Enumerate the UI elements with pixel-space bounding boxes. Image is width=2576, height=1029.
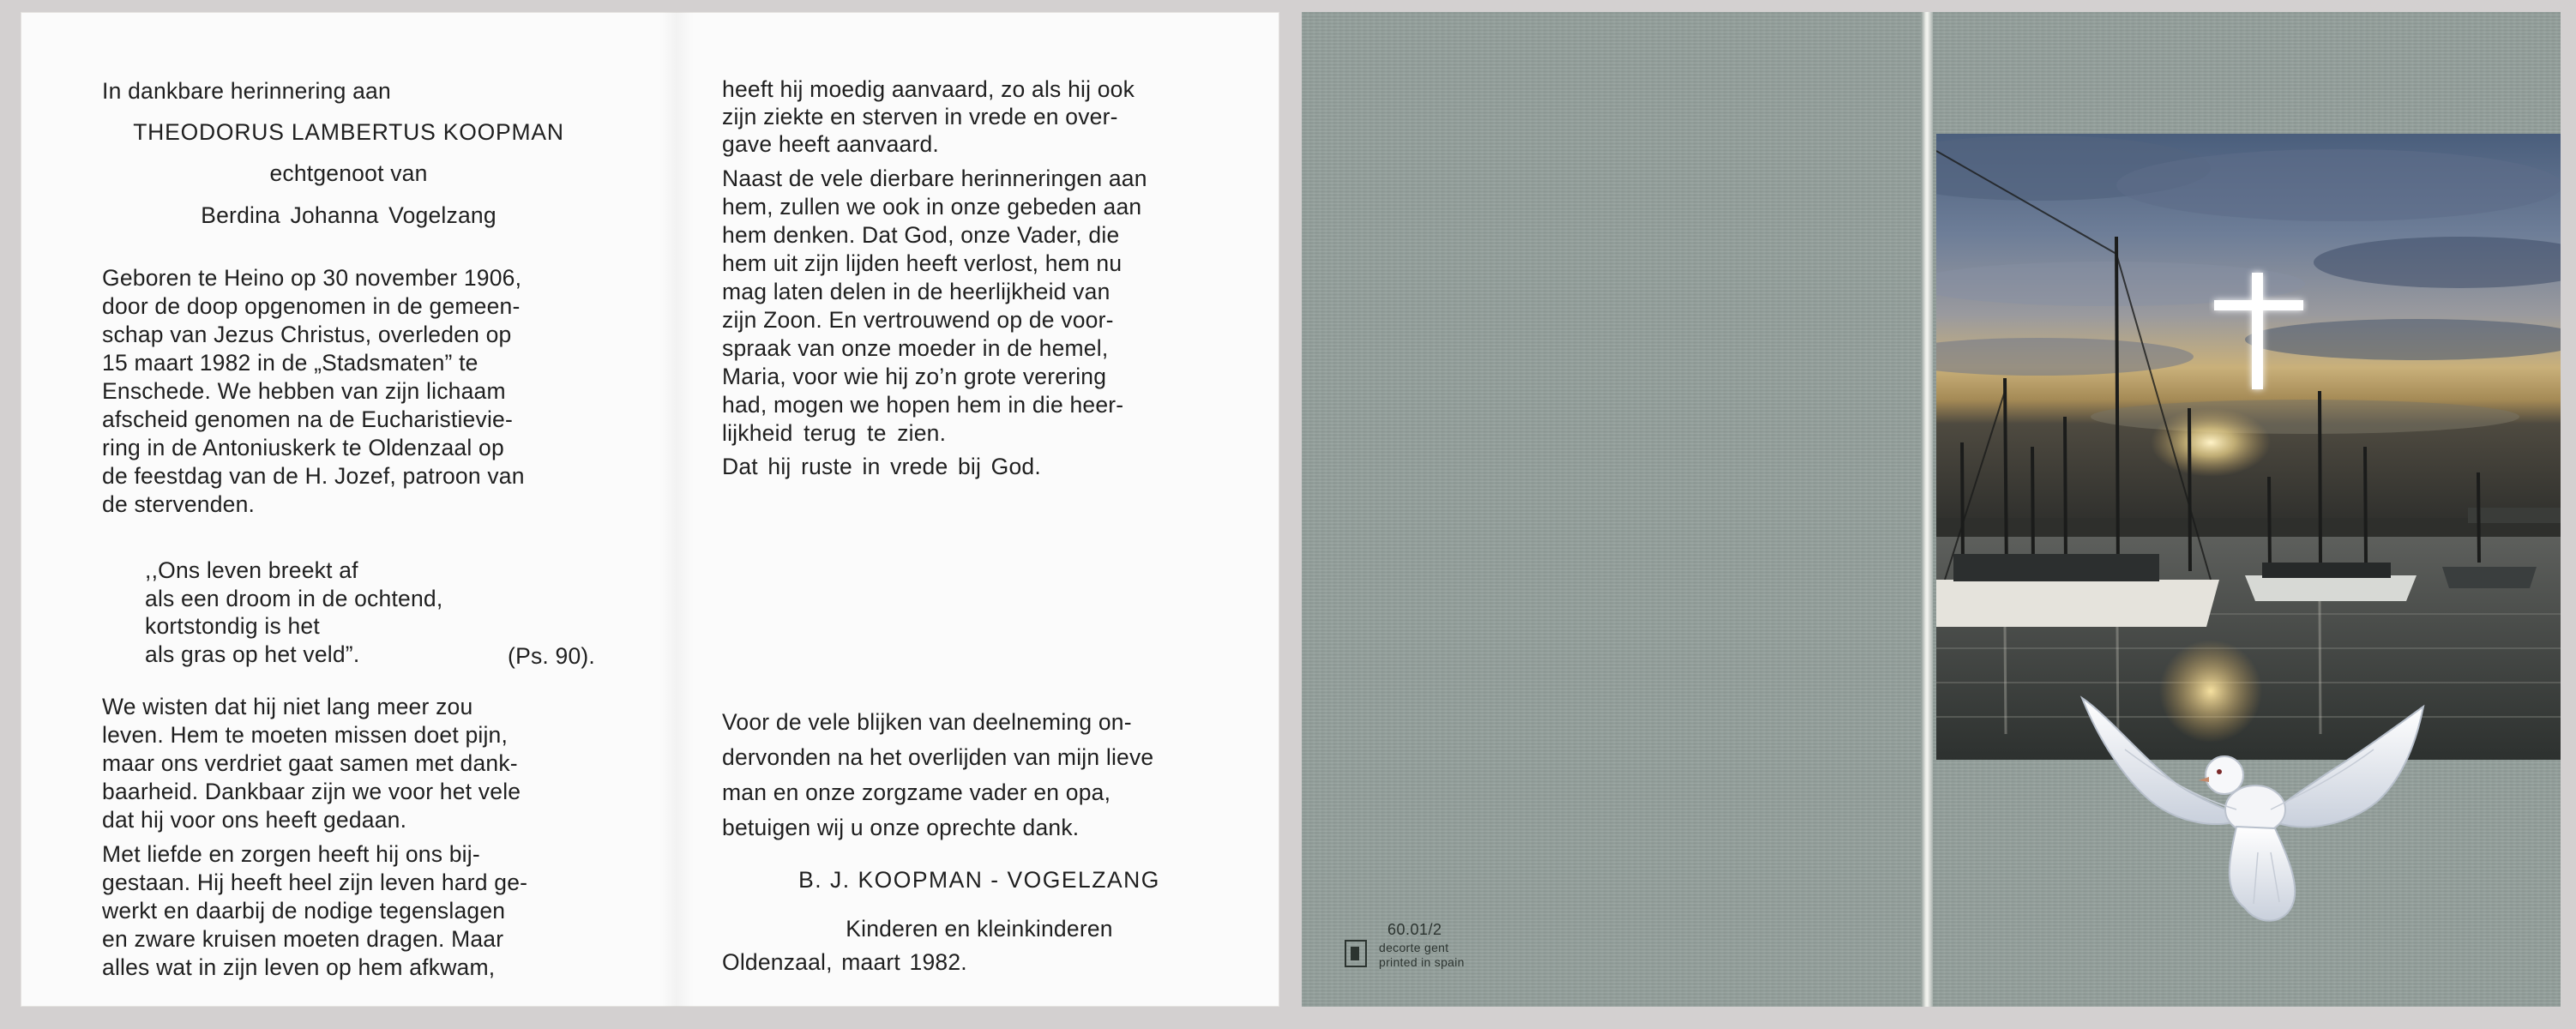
text-line: zijn ziekte en sterven in vrede en over- [722, 104, 1118, 129]
text-line: lijkheid terug te zien. [722, 420, 947, 446]
text-line: man en onze zorgzame vader en opa, [722, 779, 1111, 805]
text-line: werkt en daarbij de nodige tegenslagen [102, 898, 506, 924]
printer-code: 60.01/2 [1387, 921, 1442, 938]
text-line: baarheid. Dankbaar zijn we voor het vele [102, 779, 521, 804]
text-line: de stervenden. [102, 491, 256, 517]
text-line: alles wat in zijn leven op hem afkwam, [102, 954, 496, 980]
text-line: Met liefde en zorgen heeft hij ons bij- [102, 841, 480, 867]
text-line: Voor de vele blijken van deelneming on- [722, 709, 1132, 735]
place-date: Oldenzaal, maart 1982. [722, 949, 967, 975]
text-line: betuigen wij u onze oprechte dank. [722, 815, 1080, 840]
text-line: door de doop opgenomen in de gemeen- [102, 293, 521, 319]
harbor-sunset-image [1936, 134, 2561, 760]
text-line: spraak van onze moeder in de hemel, [722, 335, 1109, 361]
deceased-name: THEODORUS LAMBERTUS KOOPMAN [133, 119, 564, 145]
text-line: maar ons verdriet gaat samen met dank- [102, 750, 518, 776]
text-line: en zware kruisen moeten dragen. Maar [102, 926, 504, 952]
poem-line: als een droom in de ochtend, [145, 585, 443, 611]
text-line: hem denken. Dat God, onze Vader, die [722, 222, 1120, 248]
text-line: 15 maart 1982 in de „Stadsmaten” te [102, 350, 478, 376]
poem-line: ,,Ons leven breekt af [145, 557, 358, 583]
text-line: had, mogen we hopen hem in die heer- [722, 392, 1124, 418]
closing-prayer: Dat hij ruste in vrede bij God. [722, 454, 1041, 479]
psalm-quote [145, 557, 595, 670]
text-line: gave heeft aanvaard. [722, 131, 939, 157]
dove-icon [2073, 681, 2434, 938]
text-line: hem, zullen we ook in onze gebeden aan [722, 194, 1142, 220]
card-spine [1921, 12, 1933, 1007]
spouse-name: Berdina Johanna Vogelzang [201, 202, 497, 228]
text-line: Enschede. We hebben van zijn lichaam [102, 378, 506, 404]
printer-logo-icon [1345, 940, 1367, 967]
text-line: ring in de Antoniuskerk te Oldenzaal op [102, 435, 504, 460]
relation-line: echtgenoot van [269, 160, 428, 186]
printer-name: decorte gent [1379, 941, 1449, 954]
poem-line: als gras op het veld”. [145, 641, 360, 667]
text-line: Geboren te Heino op 30 november 1906, [102, 265, 522, 291]
text-line: leven. Hem te moeten missen doet pijn, [102, 722, 509, 748]
printer-imprint [1345, 921, 1516, 972]
card-inside [21, 12, 1279, 1007]
text-line: We wisten dat hij niet lang meer zou [102, 694, 473, 719]
text-line: dat hij voor ons heeft gedaan. [102, 807, 407, 833]
text-line: mag laten delen in de heerlijkheid van [722, 279, 1110, 304]
text-line: de feestdag van de H. Jozef, patroon van [102, 463, 525, 489]
text-line: afscheid genomen na de Eucharistievie- [102, 406, 513, 432]
poem-line: kortstondig is het [145, 613, 320, 639]
printed-in: printed in spain [1379, 955, 1465, 969]
center-fold [659, 12, 694, 1007]
signer-name: B. J. KOOPMAN - VOGELZANG [798, 867, 1160, 893]
text-line: gestaan. Hij heeft heel zijn leven hard ge- [102, 870, 528, 895]
psalm-reference: (Ps. 90). [508, 642, 595, 669]
text-line: zijn Zoon. En vertrouwend op de voor- [722, 307, 1114, 333]
cross-icon [2209, 266, 2308, 396]
text-line: Naast de vele dierbare herinneringen aan [722, 165, 1147, 191]
text-line: dervonden na het overlijden van mijn lieve [722, 744, 1154, 770]
card-outside [1302, 12, 2561, 1007]
text-line: schap van Jezus Christus, overleden op [102, 322, 512, 347]
text-line: Maria, voor wie hij zo’n grote verering [722, 364, 1107, 389]
text-line: hem uit zijn lijden heeft verlost, hem nu [722, 250, 1122, 276]
intro-line: In dankbare herinnering aan [102, 78, 391, 104]
family-line: Kinderen en kleinkinderen [846, 916, 1113, 942]
text-line: heeft hij moedig aanvaard, zo als hij ook [722, 76, 1135, 102]
